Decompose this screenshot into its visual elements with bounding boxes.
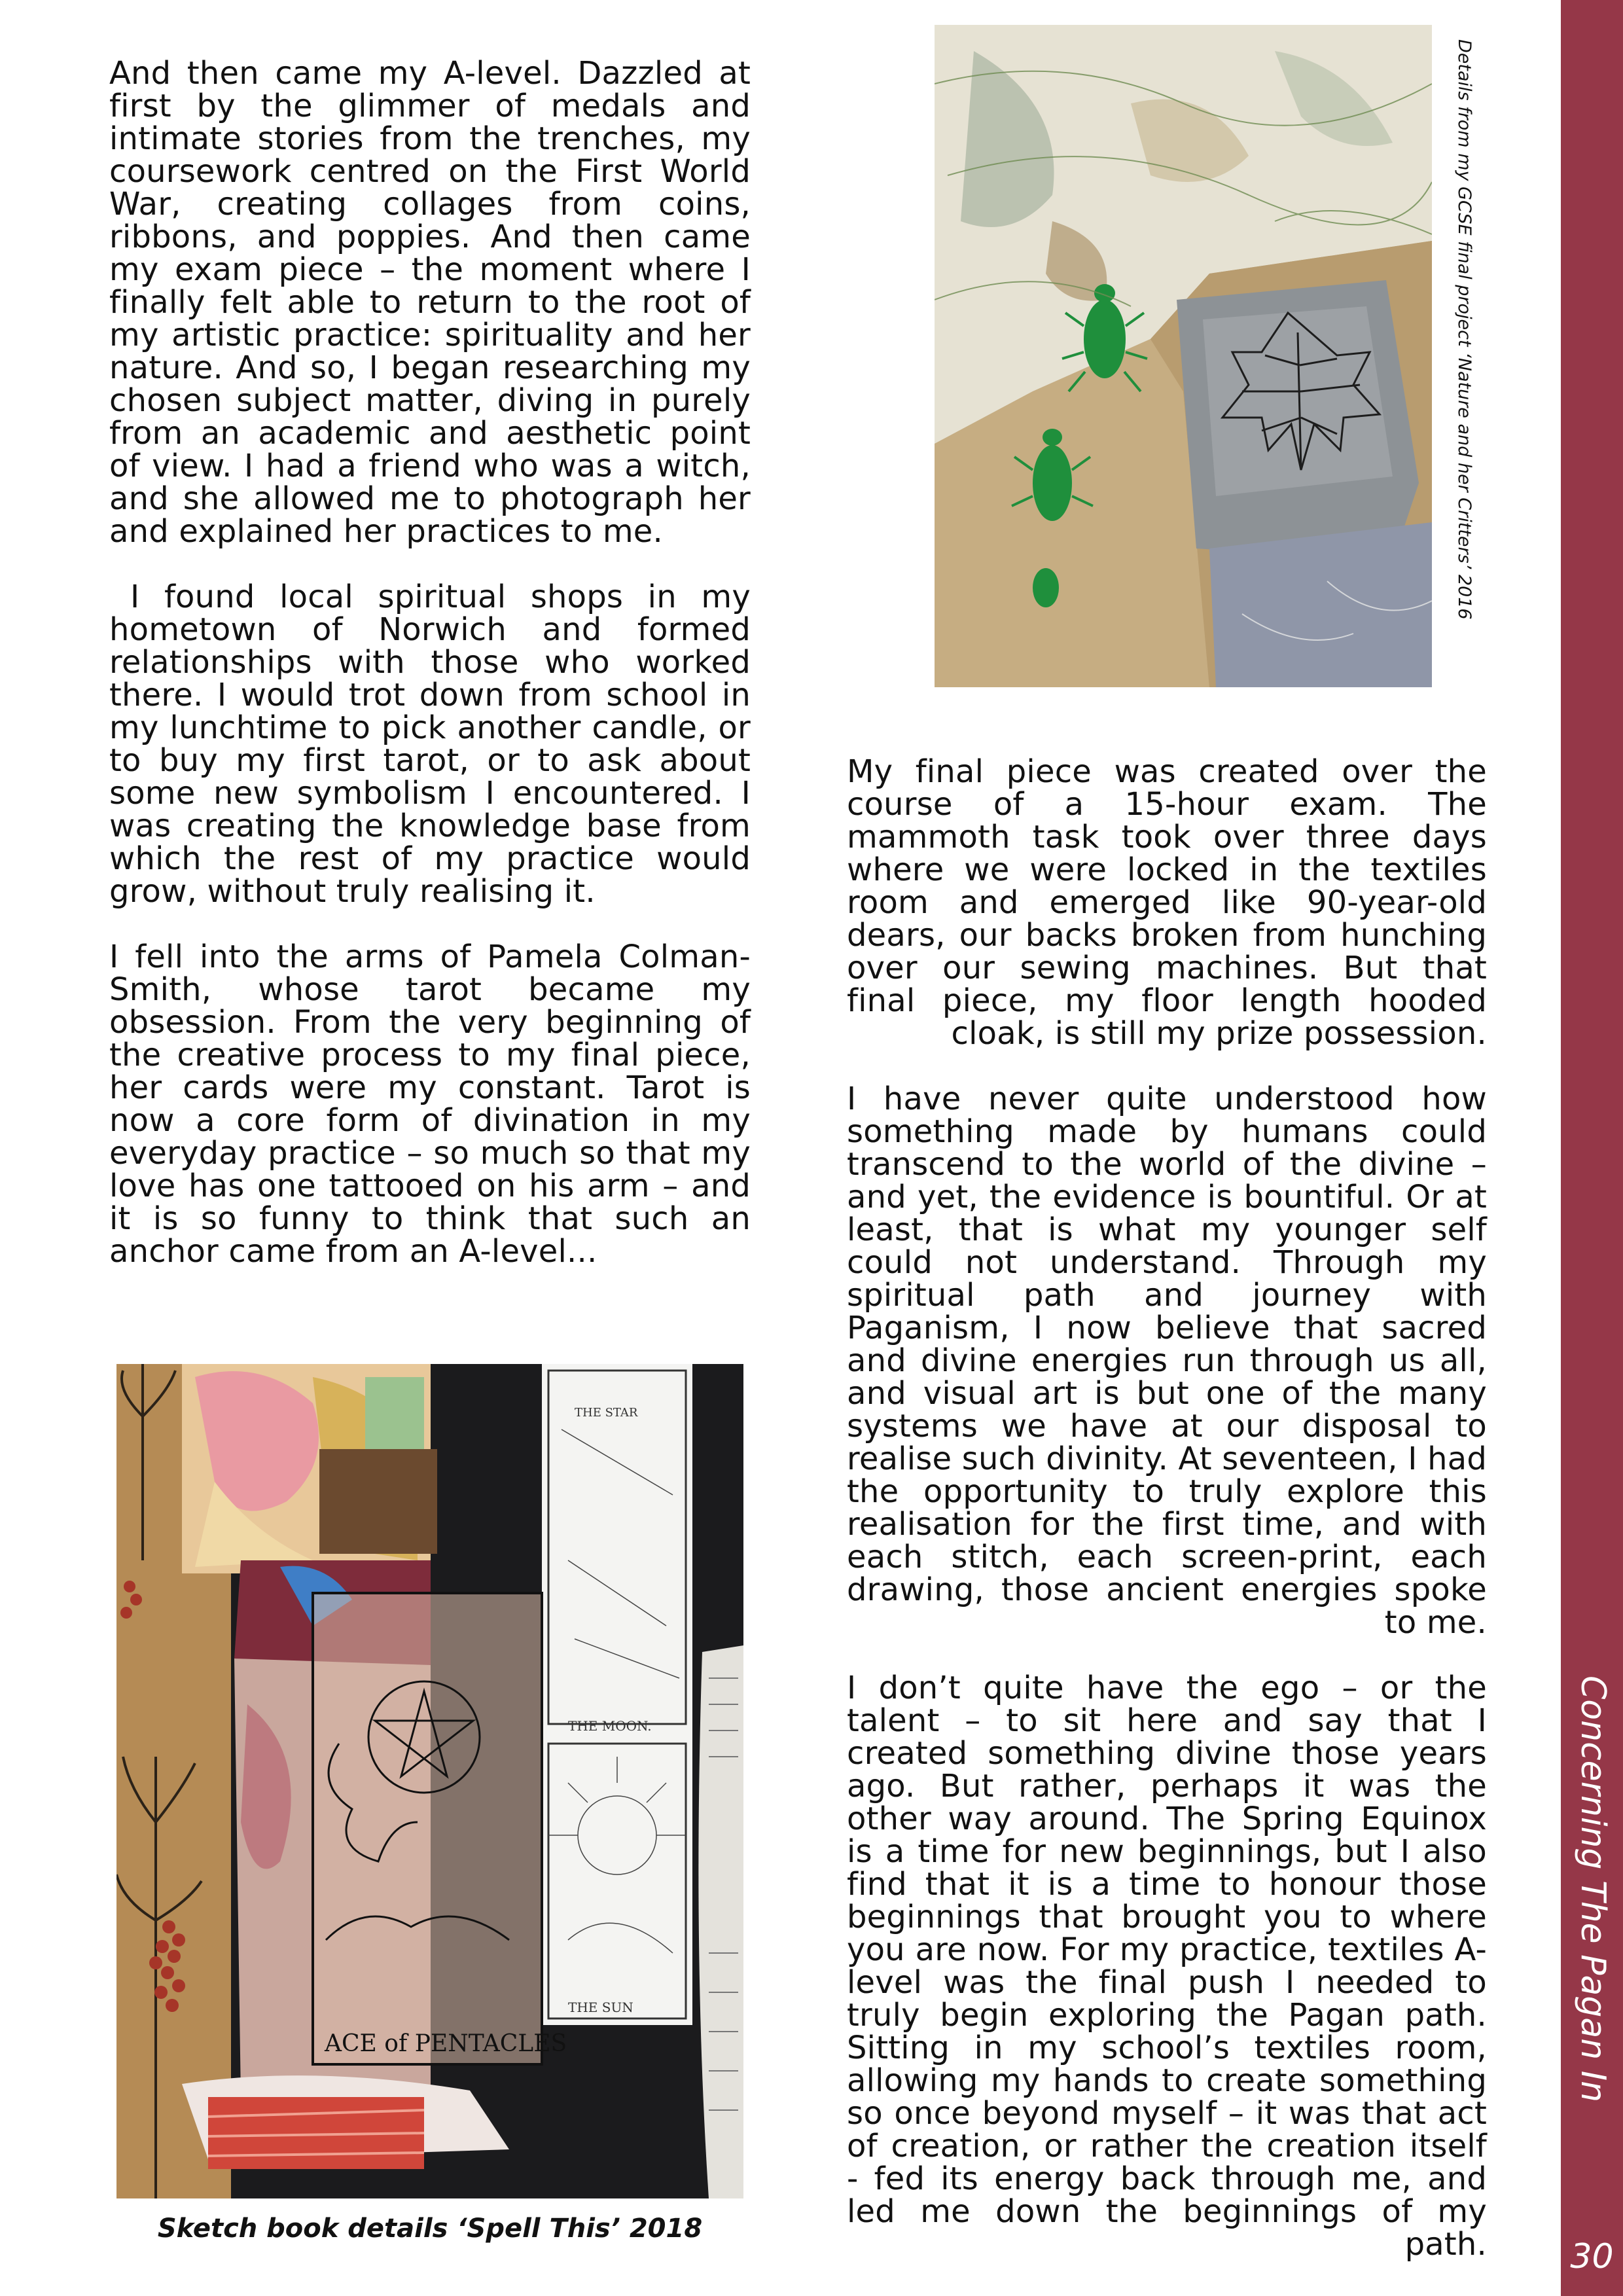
sun-card-label: THE SUN bbox=[568, 2000, 633, 2015]
sketchbook-collage-photo bbox=[116, 1364, 743, 2198]
moon-card-label: THE MOON. bbox=[568, 1718, 652, 1734]
right-text-column bbox=[847, 755, 1487, 2293]
section-title: Concerning The Pagan In Textiles bbox=[1521, 1676, 1613, 2103]
gcse-textile-illustration bbox=[935, 25, 1432, 687]
star-card-label: THE STAR bbox=[575, 1406, 638, 1420]
sketchbook-caption: Sketch book details ‘Spell This’ 2018 bbox=[157, 2214, 703, 2244]
paragraph: I fell into the arms of Pamela Colman-Smith, whose tarot became my obsession. From the very beginning of the creative process to my final piece, her cards were my constant. Tarot is now a core form of divination in my everyday practice – so much so that my love has one tattooed on his arm – and it is so funny to think that such an anchor came from an A-level... bbox=[109, 939, 751, 1270]
paragraph: And then came my A-level. Dazzled at first by the glimmer of medals and intimate stories from the trenches, my coursework centred on the First World War, creating collages from coins, ribbons, and poppies. And then came my exam piece – the moment where I finally felt able to return to the root of my artistic practice: spirituality and her nature. And so, I began researching my chosen subject matter, diving in purely from an academic and aesthetic point of view. I had a friend who was a witch, and she allowed me to photograph her and explained her practices to me. bbox=[109, 55, 751, 550]
gcse-photo-caption: Details from my GCSE final project ‘Nature and her Critters’ 2016 bbox=[1454, 39, 1474, 620]
ace-card-label: ACE of PENTACLES bbox=[325, 2030, 567, 2057]
paragraph: My final piece was created over the course of a 15-hour exam. The mammoth task took over three days where we were locked in the textiles room and emerged like 90-year-old dears, our backs broken from hunching over our sewing machines. But that final piece, my floor length hooded cloak, is still my prize possession. bbox=[847, 753, 1487, 1052]
left-text-column bbox=[109, 57, 751, 1300]
page-number: 30 bbox=[1570, 2237, 1614, 2276]
paragraph: I have never quite understood how something made by humans could transcend to the world of the divine – and yet, the evidence is bountiful. Or at least, that is what my younger self could not understand. Through my spiritual path and journey with Paganism, I now believe that sacred and divine energies run through us all, and visual art is but one of the many systems we have at our disposal to realise such divinity. At seventeen, I had the opportunity to truly explore this realisation for the first time, and with each stitch, each screen-print, each drawing, those ancient energies spoke to me. bbox=[847, 1081, 1487, 1641]
gcse-textile-photo bbox=[935, 25, 1432, 687]
paragraph: I don’t quite have the ego – or the talent – to sit here and say that I created something divine those years ago. But rather, perhaps it was the other way around. The Spring Equinox is a time for new beginnings, but I also find that it is a time to honour those beginnings that brought you to where you are now. For my practice, textiles A-level was the final push I needed to truly begin exploring the Pagan path. Sitting in my school’s textiles room, allowing my hands to create something so once beyond myself – it was that act of creation, or rather the creation itself - fed its energy back through me, and led me down the beginnings of my path. bbox=[847, 1670, 1487, 2263]
paragraph: I found local spiritual shops in my hometown of Norwich and formed relationships with those who worked there. I would trot down from school in my lunchtime to pick another candle, or to buy my first tarot, or to ask about some new symbolism I encountered. I was creating the knowledge base from which the rest of my practice would grow, without truly realising it. bbox=[109, 579, 751, 910]
sketchbook-collage-illustration bbox=[116, 1364, 743, 2198]
